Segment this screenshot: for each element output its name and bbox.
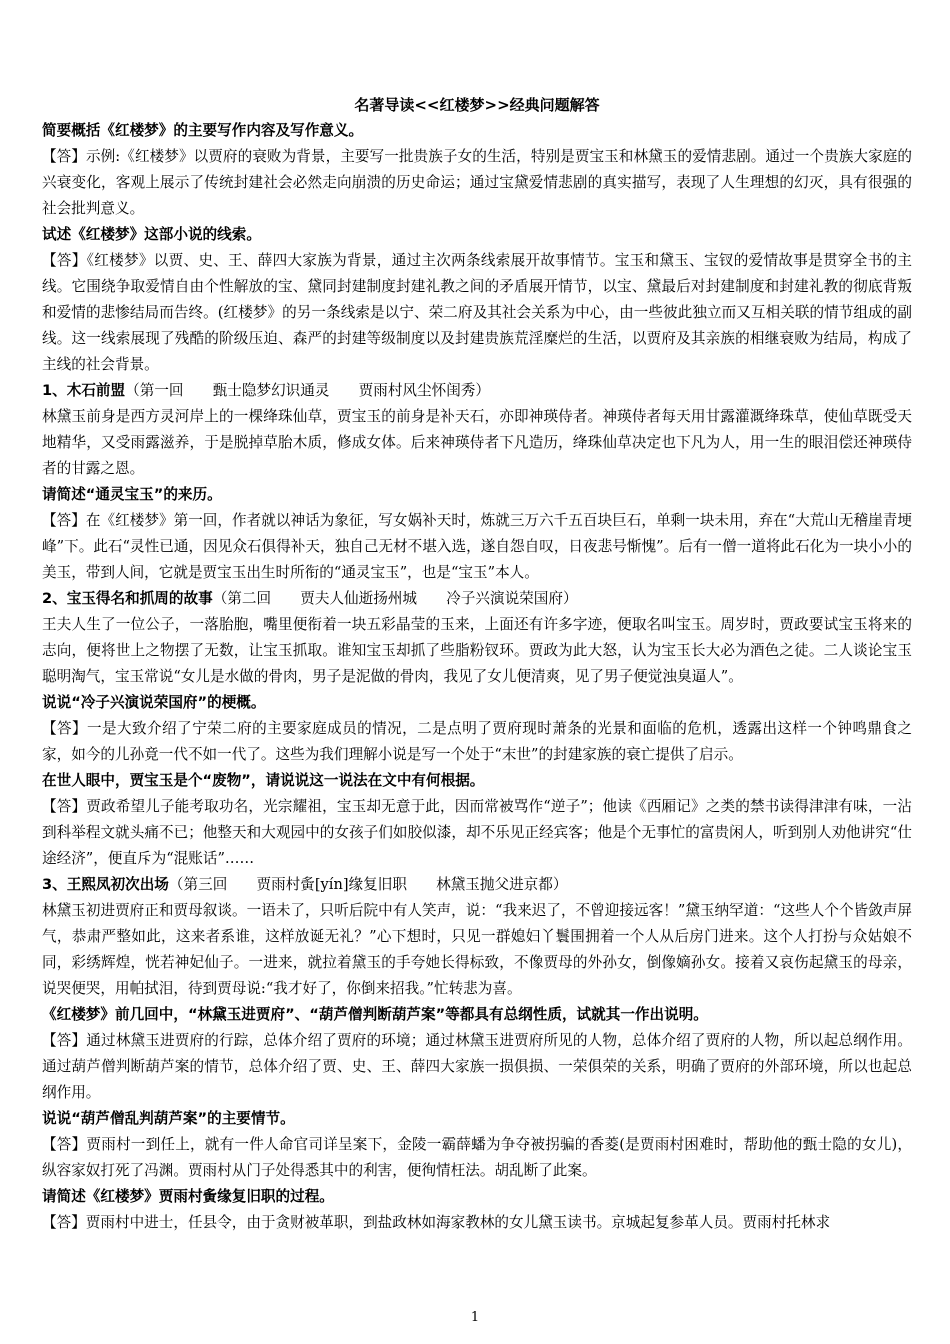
page-number: 1 bbox=[470, 1310, 480, 1325]
answer-paragraph: 王夫人生了一位公子，一落胎胞，嘴里便衔着一块五彩晶莹的玉来，上面还有许多字迹，便取名叫宝玉。周岁时，贾政要试宝玉将来的志向，便将世上之物摆了无数，让宝玉抓取。谁知宝玉却抓了些脂粉钗环。贾政为此大怒，认为宝玉长大必为酒色之徒。二人谈论宝玉聪明淘气，宝玉常说“女儿是水做的骨肉，男子是泥做的骨肉，我见了女儿便清爽，见了男子便觉浊臭逼人”。 bbox=[42, 616, 912, 685]
answer-paragraph: 【答】贾雨村中进士，任县令，由于贪财被革职，到盐政林如海家教林的女儿黛玉读书。京城起复参革人员。贾雨村托林求 bbox=[42, 1214, 831, 1231]
section-title: 3、王熙凤初次出场 bbox=[42, 876, 169, 893]
answer-paragraph: 【答】示例:《红楼梦》以贾府的衰败为背景，主要写一批贵族子女的生活，特别是贾宝玉和林黛玉的爱情悲剧。通过一个贵族大家庭的兴衰变化，客观上展示了传统封建社会必然走向崩溃的历史命运；通过宝黛爱情悲剧的真实描写，表现了人生理想的幻灭，具有很强的社会批判意义。 bbox=[42, 148, 912, 217]
answer-paragraph: 【答】贾雨村一到任上，就有一件人命官司详呈案下，金陵一霸薛蟠为争夺被拐骗的香菱(是贾雨村困难时，帮助他的甄士隐的女儿)，纵容家奴打死了冯渊。贾雨村从门子处得悉其中的利害，便徇情枉法。胡乱断了此案。 bbox=[42, 1136, 912, 1179]
answer-paragraph: 【答】一是大致介绍了宁荣二府的主要家庭成员的情况，二是点明了贾府现时萧条的光景和面临的危机，透露出这样一个钟鸣鼎食之家，如今的儿孙竟一代不如一代了。这些为我们理解小说是写一个处于“末世”的封建家族的衰亡提供了启示。 bbox=[42, 720, 912, 763]
question-heading: 在世人眼中，贾宝玉是个“废物”，请说说这一说法在文中有何根据。 bbox=[42, 772, 485, 789]
document-body bbox=[42, 118, 912, 1236]
section-heading bbox=[42, 586, 912, 612]
question-heading: 简要概括《红楼梦》的主要写作内容及写作意义。 bbox=[42, 122, 364, 139]
section-chapter-ref: （第三回 贾雨村夤[yín]缘复旧职 林黛玉抛父进京都） bbox=[168, 876, 568, 893]
answer-paragraph: 【答】《红楼梦》以贾、史、王、薛四大家族为背景，通过主次两条线索展开故事情节。宝玉和黛玉、宝钗的爱情故事是贯穿全书的主线。它围绕争取爱情自由个性解放的宝、黛同封建制度封建礼教之间的矛盾展开情节，以宝、黛最后对封建制度和封建礼教的彻底背叛和爱情的悲惨结局而告终。(红楼梦》的另一条线索是以宁、荣二府及其社会关系为中心，由一些彼此独立而又互相关联的情节组成的副线。这一线索展现了残酷的阶级压迫、森严的封建等级制度以及封建贵族荒淫糜烂的生活，以贾府及其亲族的相继衰败为结局，构成了主线的社会背景。 bbox=[42, 252, 912, 373]
section-heading bbox=[42, 872, 912, 898]
section-chapter-ref: （第一回 甄士隐梦幻识通灵 贾雨村风尘怀闺秀） bbox=[125, 382, 490, 399]
answer-paragraph: 【答】在《红楼梦》第一回，作者就以神话为象征，写女娲补天时，炼就三万六千五百块巨石，单剩一块未用，弃在“大荒山无稽崖青埂峰”下。此石“灵性已通，因见众石俱得补天，独自己无材不堪入选，遂自怨自叹，日夜悲号惭愧”。后有一僧一道将此石化为一块小小的美玉，带到人间，它就是贾宝玉出生时所衔的“通灵宝玉”，也是“宝玉”本人。 bbox=[42, 512, 912, 581]
question-heading: 说说“葫芦僧乱判葫芦案”的主要情节。 bbox=[42, 1110, 295, 1127]
answer-paragraph: 【答】通过林黛玉进贾府的行踪，总体介绍了贾府的环境；通过林黛玉进贾府所见的人物，总体介绍了贾府的人物，所以起总纲作用。通过葫芦僧判断葫芦案的情节，总体介绍了贾、史、王、薛四大家族一损俱损、一荣俱荣的关系，明确了贾府的外部环境，所以也起总纲作用。 bbox=[42, 1032, 912, 1101]
answer-paragraph: 【答】贾政希望儿子能考取功名，光宗耀祖，宝玉却无意于此，因而常被骂作“逆子”；他读《西厢记》之类的禁书读得津津有味，一沾到科举程文就头痛不已；他整天和大观园中的女孩子们如胶似漆，却不乐见正经宾客；他是个无事忙的富贵闲人，听到别人劝他讲究“仕途经济”，便直斥为“混账话”…… bbox=[42, 798, 912, 867]
answer-paragraph: 林黛玉前身是西方灵河岸上的一棵绛珠仙草，贾宝玉的前身是补天石，亦即神瑛侍者。神瑛侍者每天用甘露灌溉绛珠草，使仙草既受天地精华，又受雨露滋养，于是脱掉草胎木质，修成女体。后来神瑛侍者下凡造历，绛珠仙草决定也下凡为人，用一生的眼泪偿还神瑛侍者的甘露之恩。 bbox=[42, 408, 912, 477]
document-title: 名著导读<<红楼梦>>经典问题解答 bbox=[354, 96, 600, 114]
question-heading: 说说“冷子兴演说荣国府”的梗概。 bbox=[42, 694, 266, 711]
answer-paragraph: 林黛玉初进贾府正和贾母叙谈。一语未了，只听后院中有人笑声，说：“我来迟了，不曾迎接远客！”黛玉纳罕道：“这些人个个皆敛声屏气，恭肃严整如此，这来者系谁，这样放诞无礼？”心下想时，只见一群媳妇丫鬟围拥着一个人从后房门进来。这个人打扮与众姑娘不同，彩绣辉煌，恍若神妃仙子。一进来，就拉着黛玉的手夸她长得标致，不像贾母的外孙女，倒像嫡孙女。接着又哀伤起黛玉的母亲，说哭便哭，用帕拭泪，待到贾母说:“我才好了，你倒来招我。”忙转悲为喜。 bbox=[42, 902, 912, 997]
section-title: 2、宝玉得名和抓周的故事 bbox=[42, 590, 213, 607]
question-heading: 《红楼梦》前几回中，“林黛玉进贾府”、“葫芦僧判断葫芦案”等都具有总纲性质，试就其一作出说明。 bbox=[42, 1006, 708, 1023]
question-heading: 请简述“通灵宝玉”的来历。 bbox=[42, 486, 222, 503]
section-heading bbox=[42, 378, 912, 404]
section-chapter-ref: （第二回 贾夫人仙逝扬州城 冷子兴演说荣国府） bbox=[212, 590, 578, 607]
question-heading: 请简述《红楼梦》贾雨村夤缘复旧职的过程。 bbox=[42, 1188, 334, 1205]
question-heading: 试述《红楼梦》这部小说的线索。 bbox=[42, 226, 261, 243]
section-title: 1、木石前盟 bbox=[42, 382, 126, 399]
